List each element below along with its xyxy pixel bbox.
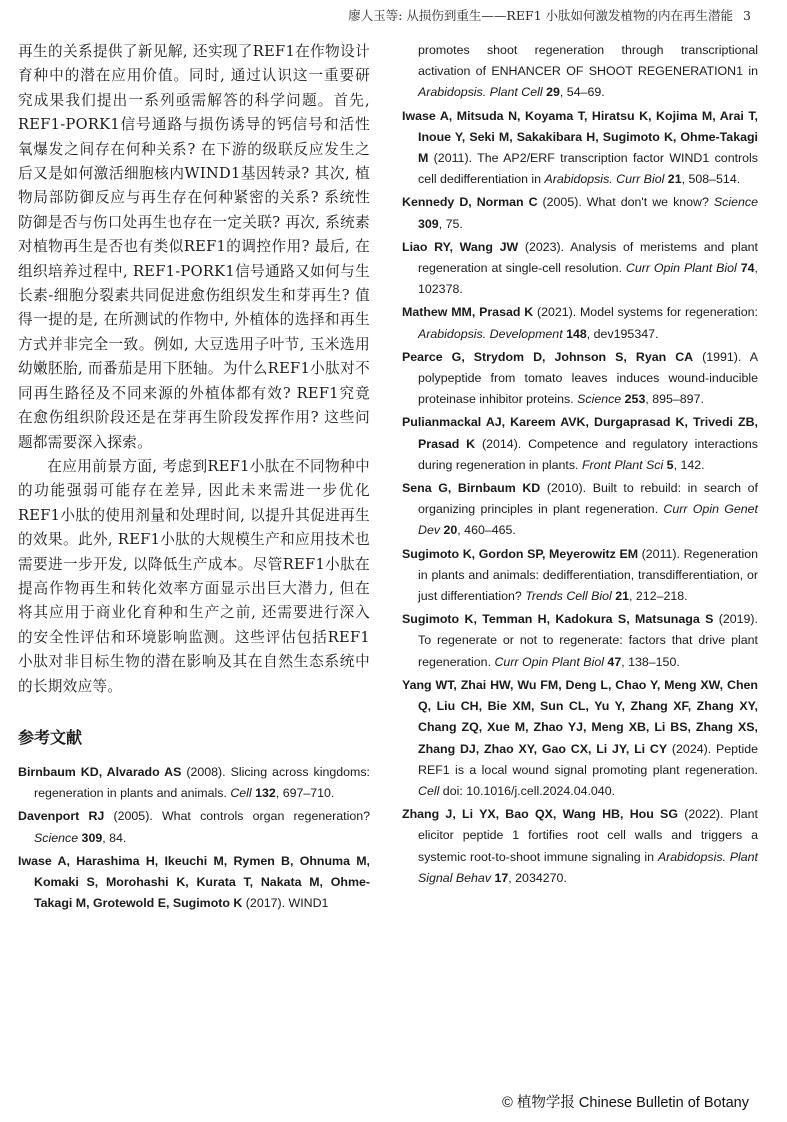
paragraph-1: 再生的关系提供了新见解, 还实现了REF1在作物设计育种中的潜在应用价值。同时, 通过认识这一重要研究成果我们提出一系列亟需解答的科学问题。首先, REF1-PORK1信号通路与损伤诱导的钙信号和活性氧爆发之间存在何种关系? 在下游的级联反应发生之后又是如何激活细胞核内WIND1基因转录? 其次, 植物局部防御反应与再生存在何种紧密的关系? 系统性防御是否与伤口处再生也存在一定关联? 再次, 系统素对植物再生是否也有类似REF1的调控作用? 最后, 在组织培养过程中, REF1-PORK1信号通路又如何与生长素-细胞分裂素共同促进愈伤组织发生和芽再生? 值得一提的是, 在所测试的作物中, 外植体的选择和再生方式并非完全一致。例如, 大豆选用子叶节, 玉米选用幼嫩胚胎, 而番茄是用下胚轴。为什么REF1小肽对不同再生路径及不同来源的外植体都有效? REF1究竟在愈伤组织阶段还是在芽再生阶段发挥作用? 这些问题都需要深入探索。: [18, 43, 370, 451]
ref-authors: Sugimoto K, Temman H, Kadokura S, Matsunaga S: [402, 612, 714, 627]
ref-volume: 309: [81, 830, 103, 845]
ref-authors: Davenport RJ: [18, 809, 105, 824]
reference-item: [18, 762, 370, 804]
ref-pages: , 212–218.: [629, 589, 688, 604]
paragraph-2: 在应用前景方面, 考虑到REF1小肽在不同物种中的功能强弱可能存在差异, 因此未来需进一步优化REF1小肽的使用剂量和处理时间, 以提升其促进再生的效果。此外, REF1小肽的大规模生产和应用技术也需要进一步开发, 以降低生产成本。尽管REF1小肽在提高作物再生和转化效率方面显示出巨大潜力, 但在将其应用于商业化育种和生产之前, 还需要进行深入的安全性评估和环境影响监测。这些评估包括REF1小肽对非目标生物的潜在影响及其在自然生态系统中的长期效应等。: [18, 457, 370, 695]
ref-authors: Pearce G, Strydom D, Johnson S, Ryan CA: [402, 349, 694, 364]
ref-volume: 21: [615, 589, 630, 604]
running-title: 廖人玉等: 从损伤到重生——REF1 小肽如何激发植物的内在再生潜能: [348, 8, 734, 23]
ref-text: promotes shoot regeneration through transcriptional activation of ENHANCER OF SHOOT REGENERATION1 in: [418, 43, 758, 79]
ref-text: (1991). A polypeptide from tomato leaves induces wound-inducible proteinase inhibitor proteins.: [418, 349, 758, 407]
body-text: [18, 40, 370, 699]
references-list-left: [18, 762, 370, 914]
ref-journal: Front Plant Sci: [581, 457, 664, 472]
ref-authors: Sugimoto K, Gordon SP, Meyerowitz EM: [402, 546, 639, 561]
ref-journal: Cell: [230, 786, 252, 801]
ref-journal: Arabidopsis. Curr Biol: [544, 172, 665, 187]
ref-text: (2008). Slicing across kingdoms: regeneration in plants and animals.: [34, 764, 370, 801]
reference-item: [402, 478, 758, 542]
ref-pages: , 895–897.: [645, 392, 704, 407]
ref-journal: Science: [713, 195, 758, 210]
ref-text: (2014). Competence and regulatory interactions during regeneration in plants.: [418, 436, 758, 472]
reference-item: [402, 675, 758, 802]
ref-text: (2021). Model systems for regeneration:: [533, 305, 758, 320]
ref-journal: Arabidopsis. Development: [418, 326, 563, 341]
ref-authors: Iwase A, Harashima H, Ikeuchi M, Rymen B, Ohnuma M, Komaki S, Morohashi K, Kurata T, Nakata M, Ohme-Takagi M, Grotewold E, Sugimoto K: [18, 853, 370, 911]
ref-pages: , 75.: [438, 216, 463, 231]
ref-pages: , 102378.: [418, 261, 758, 297]
ref-pages: doi: 10.1016/j.cell.2024.04.040.: [439, 783, 616, 798]
reference-item: [402, 347, 758, 411]
ref-pages: , 508–514.: [681, 172, 741, 187]
reference-continuation: [402, 40, 758, 104]
reference-item: [402, 192, 758, 234]
journal-footer: © 植物学报 Chinese Bulletin of Botany: [502, 1095, 749, 1111]
left-column: [18, 40, 370, 916]
ref-journal: Arabidopsis. Plant Signal Behav: [418, 849, 758, 885]
ref-authors: Mathew MM, Prasad K: [402, 305, 534, 320]
ref-text: (2022). Plant elicitor peptide 1 fortifies root cell walls and triggers a systemic root-to-shoot immune signaling in: [418, 807, 758, 864]
ref-pages: , 697–710.: [275, 786, 335, 801]
reference-item: [18, 806, 370, 848]
reference-item: [402, 237, 758, 301]
ref-text: (2005). What don't we know?: [537, 195, 714, 210]
ref-journal: Arabidopsis. Plant Cell: [418, 85, 543, 100]
reference-item: [402, 609, 758, 673]
ref-volume: 47: [607, 654, 622, 669]
ref-pages: , 460–465.: [457, 523, 516, 538]
ref-pages: , 2034270.: [508, 870, 567, 885]
ref-text: (2011). The AP2/ERF transcription factor WIND1 controls cell dedifferentiation in: [418, 151, 758, 187]
ref-authors: Yang WT, Zhai HW, Wu FM, Deng L, Chao Y, Meng XW, Chen Q, Liu CH, Bie XM, Sun CL, Yu Y, Zhang XF, Zhang XY, Chang ZQ, Xue M, Zhao YJ, Meng XB, Li BS, Zhang XS, Zhang DJ, Zhao XY, Gao CX, Li JY, Li CY: [402, 677, 758, 756]
ref-text: (2024). Peptide REF1 is a local wound signal promoting plant regeneration.: [418, 741, 759, 777]
ref-volume: 309: [418, 216, 439, 231]
reference-item: [402, 544, 758, 608]
ref-volume: 29: [546, 85, 560, 100]
ref-pages: , 54–69.: [559, 85, 605, 100]
ref-text: (2005). What controls organ regeneration?: [104, 809, 370, 824]
reference-item: [402, 804, 758, 889]
ref-journal: Curr Opin Plant Biol: [625, 261, 737, 276]
ref-journal: Trends Cell Biol: [525, 589, 612, 604]
ref-text: (2019). To regenerate or not to regenerate: factors that drive plant regeneration.: [418, 612, 758, 669]
ref-journal: Curr Opin Genet Dev: [418, 502, 758, 538]
reference-item: [402, 412, 758, 476]
ref-pages: , 142.: [673, 457, 705, 472]
ref-journal: Science: [34, 830, 79, 845]
ref-volume: 74: [740, 261, 755, 276]
ref-text: (2023). Analysis of meristems and plant regeneration at single-cell resolution.: [418, 239, 758, 276]
reference-item: [402, 106, 758, 191]
references-heading: 参考文献: [18, 727, 83, 747]
page-number: 3: [743, 8, 751, 23]
ref-pages: , 138–150.: [621, 654, 680, 669]
ref-volume: 17: [494, 870, 509, 885]
running-header: [200, 6, 751, 24]
reference-item: [18, 851, 370, 915]
ref-journal: Cell: [418, 783, 440, 798]
ref-volume: 132: [255, 786, 276, 801]
ref-authors: Zhang J, Li YX, Bao QX, Wang HB, Hou SG: [402, 807, 678, 822]
ref-authors: Liao RY, Wang JW: [402, 239, 519, 254]
ref-pages: , dev195347.: [586, 326, 659, 341]
ref-authors: Iwase A, Mitsuda N, Koyama T, Hiratsu K, Kojima M, Arai T, Inoue Y, Seki M, Sakakibara H, Sugimoto K, Ohme-Takagi M: [402, 108, 758, 166]
references-list-right: [402, 106, 758, 889]
ref-text: (2011). Regeneration in plants and animals: dedifferentiation, transdifferentiation, or just differentiation?: [418, 546, 758, 604]
ref-text: (2017). WIND1: [242, 896, 329, 911]
ref-volume: 5: [666, 457, 674, 472]
ref-authors: Sena G, Birnbaum KD: [402, 481, 541, 496]
ref-pages: , 84.: [102, 830, 127, 845]
right-column: [402, 40, 758, 891]
ref-text: (2010). Built to rebuild: in search of organizing principles in plant regeneration.: [418, 481, 758, 517]
ref-journal: Curr Opin Plant Biol: [494, 654, 604, 669]
ref-volume: 21: [667, 172, 682, 187]
ref-authors: Pulianmackal AJ, Kareem AVK, Durgaprasad K, Trivedi ZB, Prasad K: [402, 415, 758, 451]
ref-authors: Birnbaum KD, Alvarado AS: [18, 764, 182, 779]
ref-volume: 253: [624, 392, 646, 407]
ref-volume: 20: [443, 523, 458, 538]
ref-journal: Science: [577, 392, 622, 407]
reference-item: [402, 302, 758, 344]
ref-authors: Kennedy D, Norman C: [402, 195, 538, 210]
ref-volume: 148: [566, 326, 587, 341]
